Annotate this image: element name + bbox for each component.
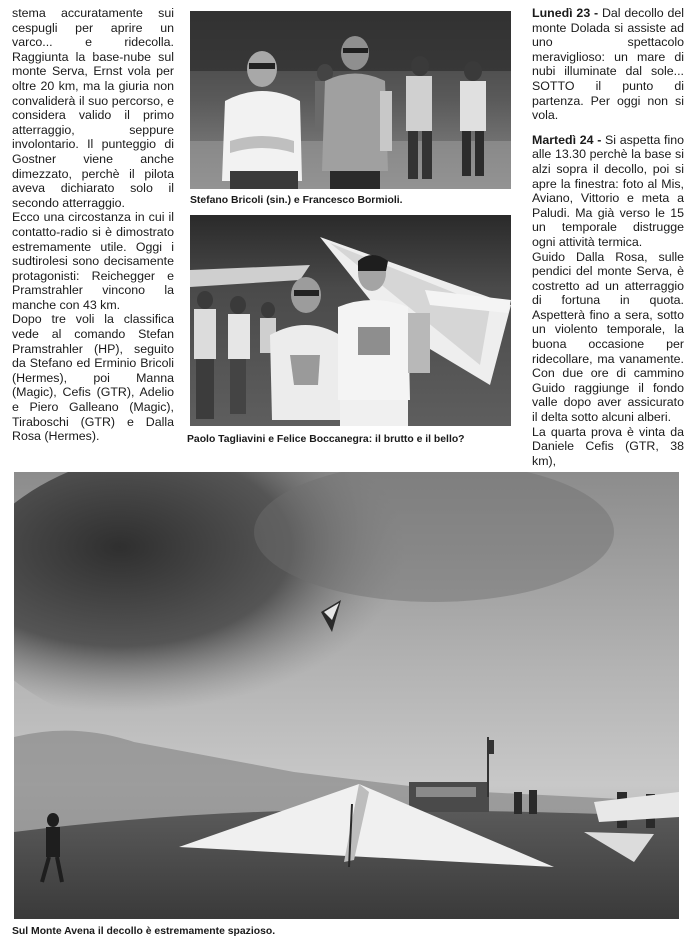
day-text: Dal decollo del monte Dolada si assiste ad uno spettacolo meraviglioso: un mare di nubi illuminate dal sole... SOTTO il punto di partenza. Per oggi non si vola. <box>532 6 684 123</box>
photo-tagliavini-boccanegra-image <box>190 215 511 426</box>
body-paragraph: Guido Dalla Rosa, sulle pendici del monte Serva, è costretto ad un atterraggio di fortuna in quota. Aspetterà fino a sera, sotto un violento temporale, la buona occasione per ridecollare, ma vanamente. Con due ore di cammino Guido raggiunge il fondo valle dopo aver assicurato il delta sotto alcuni alberi. <box>532 249 684 425</box>
body-paragraph: Dopo tre voli la classifica vede al comando Stefan Pramstrahler (HP), seguito da Stefano ed Erminio Bricoli (Hermes), poi Manna (Magic), Cefis (GTR), Adelio e Piero Galleano (Magic), Tiraboschi (GTR) e Dalla Rosa (Hermes). <box>12 312 174 444</box>
day-text: Si aspetta fino alle 13.30 perchè la base si alzi sopra il decollo, poi si apre la finestra: foto al Mis, Aviano, Vittorio e meta a Paludi. Ma già verso le 15 un temporale distrugge ogni attività termica. <box>532 132 684 249</box>
photo-monte-avena-image <box>14 472 679 919</box>
body-paragraph: Ecco una circostanza in cui il contatto-radio si è dimostrato estremamente utile. Oggi i sudtirolesi sono decisamente protagonisti: Reichegger e Pramstrahler vincono la manche con 43 km. <box>12 210 174 312</box>
right-text-column <box>532 6 684 468</box>
photo-bricoli-bormioli <box>190 11 511 189</box>
day-heading: Martedì 24 - <box>532 132 602 147</box>
body-paragraph: stema accuratamente sui cespugli per aprire un varco... e ridecolla. Raggiunta la base-nube sul monte Serva, Ernst vola per oltre 20 km, ma la giuria non convaliderà il suo percorso, e considera valido il primo atterraggio, seppure involontario. Il punteggio di Gostner viene anche dimezzato, perchè il pilota aveva dichiarato solo il secondo atterraggio. <box>12 6 174 210</box>
caption-photo-2: Paolo Tagliavini e Felice Boccanegra: il brutto e il bello? <box>187 434 465 445</box>
photo-monte-avena <box>14 472 679 919</box>
caption-photo-3: Sul Monte Avena il decollo è estremamente spazioso. <box>12 926 276 937</box>
body-paragraph: La quarta prova è vinta da Daniele Cefis (GTR, 38 km), <box>532 424 684 468</box>
caption-photo-1: Stefano Bricoli (sin.) e Francesco Bormioli. <box>190 195 403 206</box>
left-text-column <box>12 6 174 444</box>
diary-entry-monday <box>532 6 684 123</box>
photo-bricoli-bormioli-image <box>190 11 511 189</box>
photo-tagliavini-boccanegra <box>190 215 511 426</box>
day-heading: Lunedì 23 - <box>532 6 599 20</box>
diary-entry-tuesday <box>532 133 684 250</box>
